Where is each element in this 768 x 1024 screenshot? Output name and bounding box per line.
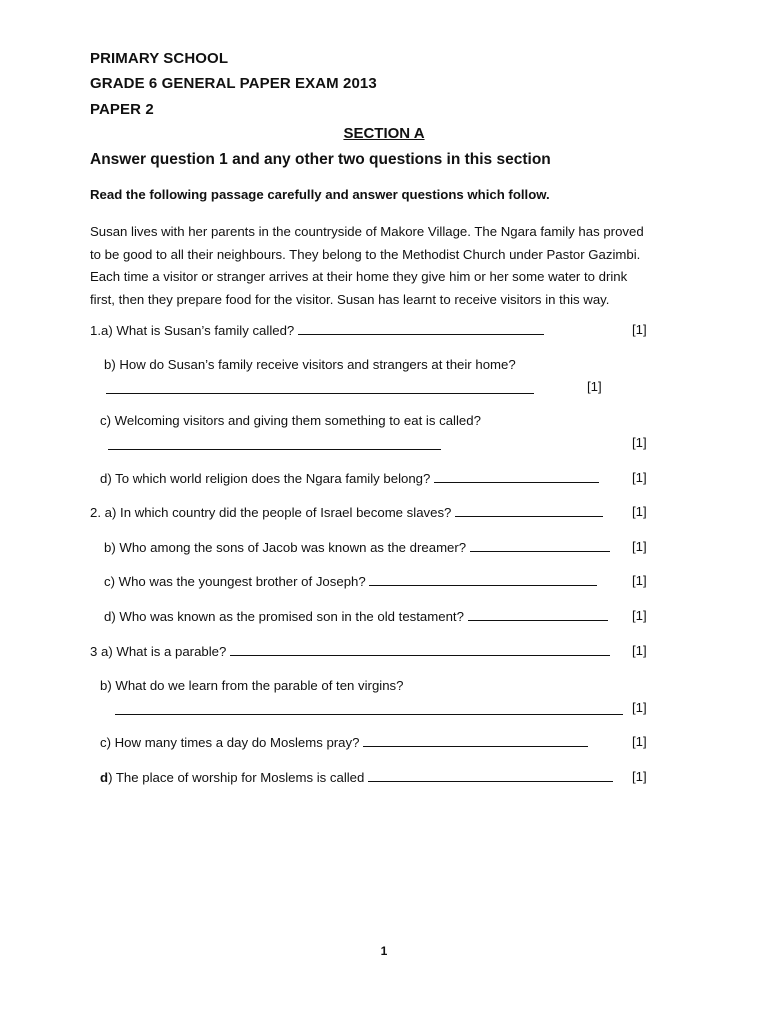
exam-title: GRADE 6 GENERAL PAPER EXAM 2013	[90, 75, 377, 92]
question-3c	[100, 734, 588, 750]
mark-label: [1]	[632, 573, 647, 588]
answer-line[interactable]	[106, 381, 534, 394]
answer-line[interactable]	[368, 769, 613, 782]
paper-title: PAPER 2	[90, 101, 154, 118]
question-text: d) To which world religion does the Ngara family belong?	[100, 471, 431, 486]
mark-label: [1]	[587, 379, 602, 394]
question-1c: c) Welcoming visitors and giving them something to eat is called?	[100, 413, 481, 428]
question-2d	[104, 608, 608, 624]
question-1b: b) How do Susan’s family receive visitors and strangers at their home?	[104, 357, 516, 372]
answer-line[interactable]	[363, 734, 588, 747]
question-1a	[90, 322, 544, 338]
section-instruction: Answer question 1 and any other two questions in this section	[90, 151, 551, 168]
answer-line-row	[108, 437, 441, 455]
question-letter: d	[100, 770, 109, 785]
answer-line[interactable]	[455, 504, 603, 517]
question-3b: b) What do we learn from the parable of ten virgins?	[100, 678, 404, 693]
question-text: 2. a) In which country did the people of Israel become slaves?	[90, 505, 452, 520]
passage-line: first, then they prepare food for the visitor. Susan has learnt to receive visitors in this way.	[90, 291, 610, 307]
answer-line[interactable]	[298, 322, 544, 335]
answer-line[interactable]	[108, 437, 441, 450]
question-text: ) The place of worship for Moslems is called	[108, 770, 365, 785]
question-2b	[104, 539, 610, 555]
read-instruction: Read the following passage carefully and answer questions which follow.	[90, 187, 550, 202]
section-title: SECTION A	[343, 125, 425, 142]
passage-line: to be good to all their neighbours. They belong to the Methodist Church under Pastor Gazimbi.	[90, 246, 641, 262]
question-3a	[90, 643, 610, 659]
mark-label: [1]	[632, 322, 647, 337]
answer-line[interactable]	[230, 643, 610, 656]
mark-label: [1]	[632, 700, 647, 715]
mark-label: [1]	[632, 643, 647, 658]
answer-line-row	[106, 381, 534, 399]
passage	[90, 221, 680, 311]
answer-line[interactable]	[470, 539, 610, 552]
passage-line: Susan lives with her parents in the countryside of Makore Village. The Ngara family has proved	[90, 224, 644, 239]
answer-line[interactable]	[434, 470, 599, 483]
question-2a	[90, 504, 603, 520]
question-text: 1.a) What is Susan’s family called?	[90, 323, 295, 338]
question-2c	[104, 573, 597, 589]
mark-label: [1]	[632, 769, 647, 784]
mark-label: [1]	[632, 470, 647, 485]
question-text: c) Who was the youngest brother of Joseph?	[104, 574, 366, 589]
question-text: 3 a) What is a parable?	[90, 644, 227, 659]
question-text: c) How many times a day do Moslems pray?	[100, 735, 360, 750]
answer-line-row	[115, 702, 623, 720]
answer-line[interactable]	[369, 573, 597, 586]
question-text: b) Who among the sons of Jacob was known as the dreamer?	[104, 540, 467, 555]
mark-label: [1]	[632, 504, 647, 519]
question-1d	[100, 470, 599, 486]
question-text: d) Who was known as the promised son in the old testament?	[104, 609, 464, 624]
answer-line[interactable]	[115, 702, 623, 715]
mark-label: [1]	[632, 734, 647, 749]
answer-line[interactable]	[468, 608, 608, 621]
mark-label: [1]	[632, 608, 647, 623]
school-title: PRIMARY SCHOOL	[90, 50, 229, 67]
mark-label: [1]	[632, 539, 647, 554]
passage-line: Each time a visitor or stranger arrives at their home they give him or her some water to drink	[90, 269, 628, 284]
mark-label: [1]	[632, 435, 647, 450]
page-number: 1	[380, 944, 388, 958]
question-3d	[100, 769, 613, 785]
